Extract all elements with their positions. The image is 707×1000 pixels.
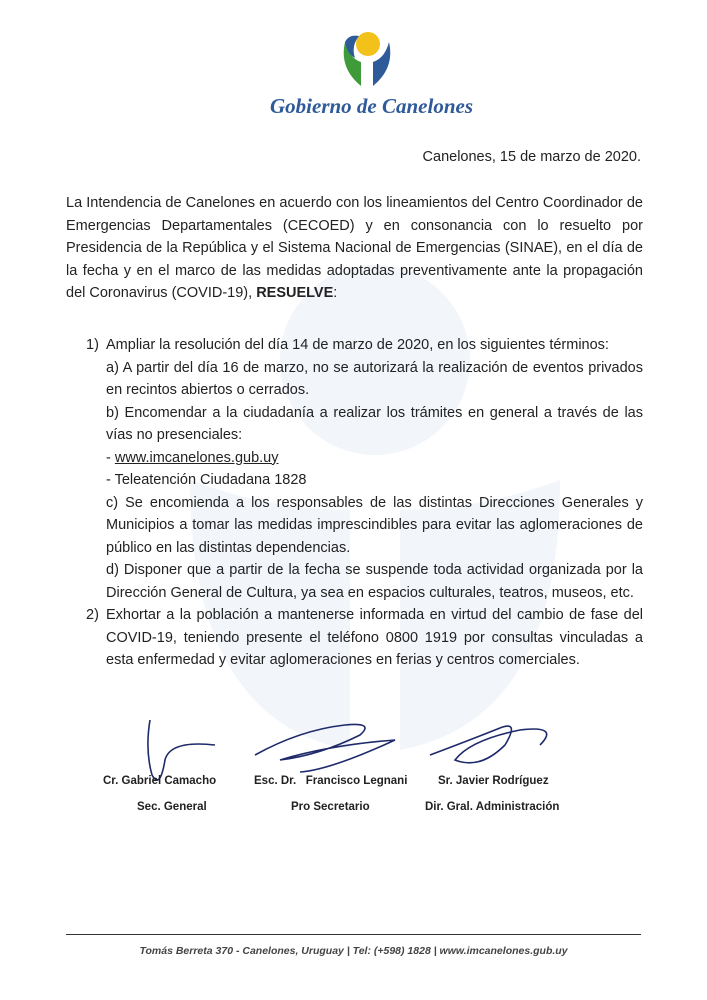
signature-name-legnani: Esc. Dr. Francisco Legnani bbox=[254, 775, 408, 787]
list-item bbox=[66, 604, 643, 672]
item-text: Ampliar la resolución del día 14 de marzo de 2020, en los siguientes términos: bbox=[106, 337, 609, 353]
footer-divider bbox=[66, 934, 641, 935]
bullet-prefix: - bbox=[106, 449, 115, 466]
resolve-keyword: RESUELVE bbox=[256, 285, 334, 301]
item-number: 1) bbox=[86, 337, 99, 353]
list-item bbox=[66, 334, 643, 604]
logo bbox=[270, 28, 474, 123]
footer-address: Tomás Berreta 370 - Canelones, Uruguay | Tel: (+598) 1828 | www.imcanelones.gub.uy bbox=[139, 945, 568, 957]
signature-title-camacho: Sec. General bbox=[137, 801, 207, 813]
signature-block bbox=[0, 700, 707, 830]
signature-title-rodriguez: Dir. Gral. Administración bbox=[425, 801, 560, 813]
sub-item-c: c) Se encomienda a los responsables de las distintas Direcciones Generales y Municipios a tomar las medidas imprescindibles para evitar las aglomeraciones de público en las distintas dependencias. bbox=[106, 494, 643, 556]
item-number: 2) bbox=[86, 607, 99, 623]
signature-name-rodriguez: Sr. Javier Rodríguez bbox=[438, 775, 549, 787]
website-line bbox=[106, 447, 643, 470]
logo-text: Gobierno de Canelones bbox=[270, 94, 474, 118]
canelones-emblem-icon bbox=[335, 28, 395, 92]
intro-text: La Intendencia de Canelones en acuerdo con los lineamientos del Centro Coordinador de Emergencias Departamentales (CECOED) y en consonancia con lo resuelto por Presidencia de la República y el Sistema Nacional de Emergencias (SINAE), en el día de la fecha y en el marco de las medidas adoptadas preventivamente ante la propagación del Coronavirus (COVID-19), bbox=[66, 195, 643, 301]
signature-title-legnani: Pro Secretario bbox=[291, 801, 370, 813]
signature-name-camacho: Cr. Gabriel Camacho bbox=[103, 775, 217, 787]
item-text: Exhortar a la población a mantenerse informada en virtud del cambio de fase del COVID-19, teniendo presente el teléfono 0800 1919 por consultas vinculadas a esta enfermedad y evitar aglomeraciones en ferias y centros comerciales. bbox=[106, 607, 643, 668]
sub-item-d: d) Disponer que a partir de la fecha se suspende toda actividad organizada por la Dirección General de Cultura, ya sea en espacios culturales, teatros, museos, etc. bbox=[106, 562, 643, 601]
letter-date: Canelones, 15 de marzo de 2020. bbox=[422, 149, 641, 165]
phone-line: - Teleatención Ciudadana 1828 bbox=[106, 472, 307, 488]
sub-item-a: a) A partir del día 16 de marzo, no se autorizará la realización de eventos privados en recintos abiertos o cerrados. bbox=[106, 359, 643, 398]
resolve-colon: : bbox=[333, 285, 338, 301]
resolution-list bbox=[66, 334, 643, 672]
sub-item-b: b) Encomendar a la ciudadanía a realizar los trámites en general a través de las vías no presenciales: bbox=[106, 404, 643, 443]
website-link[interactable]: www.imcanelones.gub.uy bbox=[114, 449, 279, 466]
intro-paragraph bbox=[66, 192, 643, 305]
